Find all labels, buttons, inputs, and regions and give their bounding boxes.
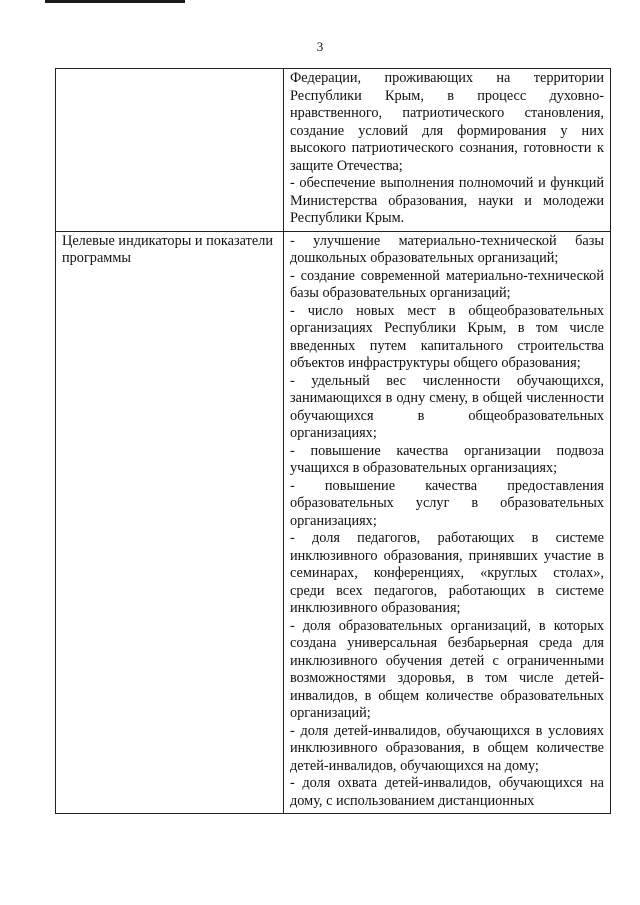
program-passport-table [55, 68, 611, 814]
content-item: Федерации, проживающих на территории Республики Крым, в процесс духовно-нравственного, патриотического становления, создание условий для формирования у них высокого патриотического сознания, готовности к защите Отечества; [290, 70, 604, 174]
content-item: - улучшение материально-технической базы дошкольных образовательных организаций; [290, 232, 604, 266]
row-label-cell [56, 69, 284, 232]
content-item: - доля детей-инвалидов, обучающихся в условиях инклюзивного образования, в общем количестве детей-инвалидов, обучающихся на дому; [290, 722, 604, 774]
content-item: - доля образовательных организаций, в которых создана универсальная безбарьерная среда для инклюзивного обучения детей с ограниченными возможностями здоровья, в том числе детей-инвалидов, в общем количестве образовательных организаций; [290, 617, 604, 721]
content-item: - доля педагогов, работающих в системе инклюзивного образования, принявших участие в семинарах, конференциях, «круглых столах», среди всех педагогов, работающих в системе инклюзивного образования; [290, 530, 604, 616]
row-content-cell [284, 231, 611, 814]
content-item: - создание современной материально-технической базы образовательных организаций; [290, 267, 604, 301]
content-item: - доля охвата детей-инвалидов, обучающихся на дому, с использованием дистанционных [290, 775, 604, 809]
content-item: - число новых мест в общеобразовательных организациях Республики Крым, в том числе введенных путем капитального строительства объектов инфраструктуры общего образования; [290, 302, 604, 371]
content-item: - удельный вес численности обучающихся, занимающихся в одну смену, в общей численности обучающихся в общеобразовательных организациях; [290, 372, 604, 441]
table-body [56, 69, 611, 814]
row-label-cell [56, 231, 284, 814]
table-row [56, 231, 611, 814]
content-item: - повышение качества предоставления образовательных услуг в образовательных организациях; [290, 477, 604, 529]
content-item: - обеспечение выполнения полномочий и функций Министерства образования, науки и молодежи Республики Крым. [290, 175, 604, 226]
row-content-cell [284, 69, 611, 232]
table-row [56, 69, 611, 232]
row-label: Целевые индикаторы и показатели программы [62, 232, 273, 266]
top-rule [45, 0, 185, 3]
page-number: 3 [316, 39, 324, 54]
content-item: - повышение качества организации подвоза учащихся в образовательных организациях; [290, 442, 604, 476]
